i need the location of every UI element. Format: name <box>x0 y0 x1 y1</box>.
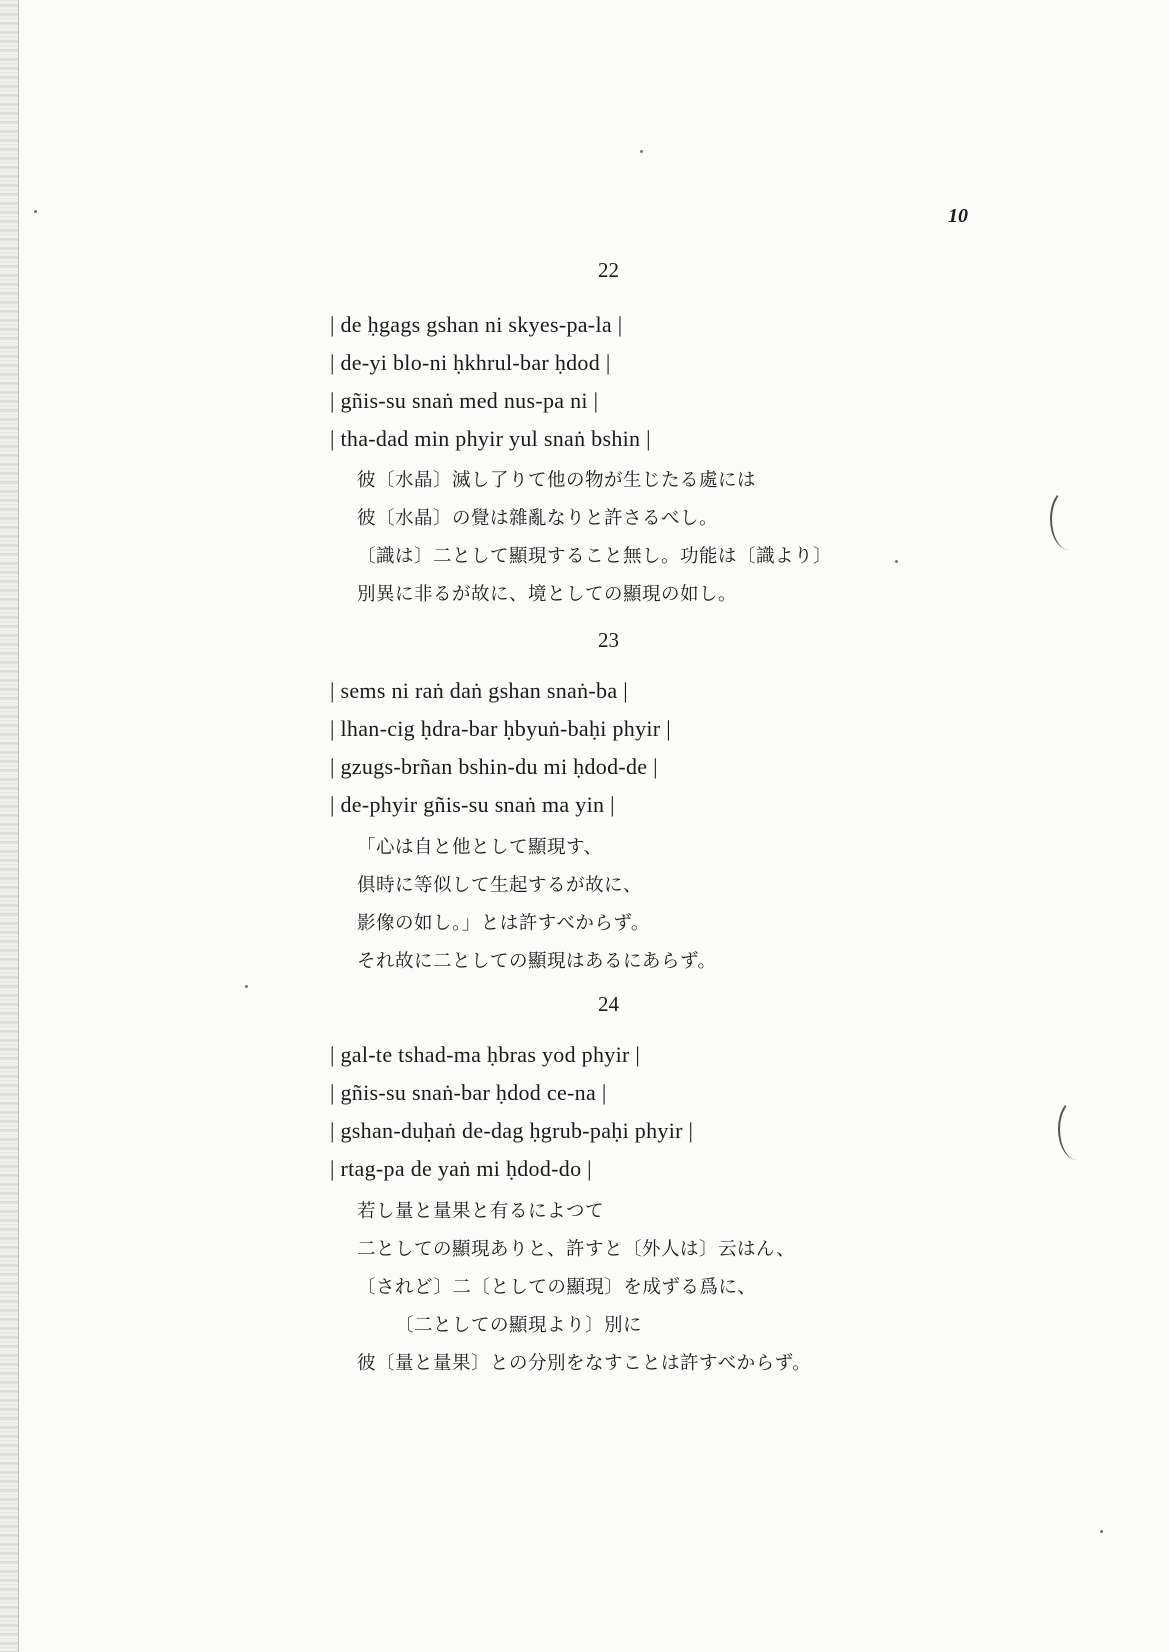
japanese-line: 二としての顯現ありと、許すと〔外人は〕云はん、 <box>357 1239 796 1260</box>
tibetan-line: | rtag-pa de yaṅ mi ḥdod-do | <box>330 1156 592 1181</box>
tibetan-verse-22 <box>330 306 970 458</box>
tibetan-line: | de-phyir gñis-su snaṅ ma yin | <box>330 792 615 817</box>
tibetan-line: | de ḥgags gshan ni skyes-pa-la | <box>330 312 623 337</box>
verse-number-22: 22 <box>598 258 619 282</box>
tibetan-line: | gshan-duḥaṅ de-dag ḥgrub-paḥi phyir | <box>330 1118 694 1143</box>
tibetan-verse-23 <box>330 672 970 824</box>
scan-speck <box>245 985 248 988</box>
japanese-line: 別異に非るが故に、境としての顯現の如し。 <box>357 584 738 605</box>
tibetan-line: | gñis-su snaṅ-bar ḥdod ce-na | <box>330 1080 607 1105</box>
japanese-line: 彼〔水晶〕の覺は雜亂なりと許さるべし。 <box>357 508 719 529</box>
tibetan-line: | lhan-cig ḥdra-bar ḥbyuṅ-baḥi phyir | <box>330 716 671 741</box>
japanese-translation-22 <box>357 462 977 614</box>
japanese-line: 〔されど〕二〔としての顯現〕を成ずる爲に、 <box>357 1277 757 1298</box>
japanese-line: 〔二としての顯現より〕別に <box>395 1315 643 1336</box>
margin-bracket-mark <box>1058 1098 1096 1160</box>
tibetan-line: | de-yi blo-ni ḥkhrul-bar ḥdod | <box>330 350 611 375</box>
japanese-line: 彼〔量と量果〕との分別をなすことは許すべからず。 <box>357 1353 812 1374</box>
scan-speck <box>640 150 643 153</box>
page-number: 10 <box>948 205 968 227</box>
binding-edge <box>0 0 18 1652</box>
tibetan-line: | tha-dad min phyir yul snaṅ bshin | <box>330 426 651 451</box>
scan-speck <box>34 210 37 213</box>
japanese-line: 俱時に等似して生起するが故に、 <box>357 875 643 896</box>
japanese-line: 若し量と量果と有るによつて <box>357 1201 605 1222</box>
japanese-translation-23 <box>357 829 977 981</box>
japanese-line: 「心は自と他として顯現す、 <box>357 837 603 858</box>
verse-number-24: 24 <box>598 992 619 1016</box>
tibetan-line: | gñis-su snaṅ med nus-pa ni | <box>330 388 599 413</box>
margin-bracket-mark <box>1050 488 1088 550</box>
japanese-line: 彼〔水晶〕滅し了りて他の物が生じたる處には <box>357 470 757 491</box>
verse-number-23: 23 <box>598 628 619 652</box>
tibetan-line: | gal-te tshad-ma ḥbras yod phyir | <box>330 1042 641 1067</box>
japanese-line: 影像の如し。」とは許すべからず。 <box>357 913 650 934</box>
binding-line <box>18 0 19 1652</box>
japanese-translation-24 <box>357 1193 977 1383</box>
scan-speck <box>895 560 898 563</box>
scan-speck <box>1100 1530 1103 1533</box>
tibetan-line: | gzugs-brñan bshin-du mi ḥdod-de | <box>330 754 658 779</box>
japanese-line: 〔識は〕二として顯現すること無し。功能は〔識より〕 <box>357 546 833 567</box>
japanese-line: それ故に二としての顯現はあるにあらず。 <box>357 951 717 972</box>
tibetan-verse-24 <box>330 1036 970 1188</box>
tibetan-line: | sems ni raṅ daṅ gshan snaṅ-ba | <box>330 678 628 703</box>
